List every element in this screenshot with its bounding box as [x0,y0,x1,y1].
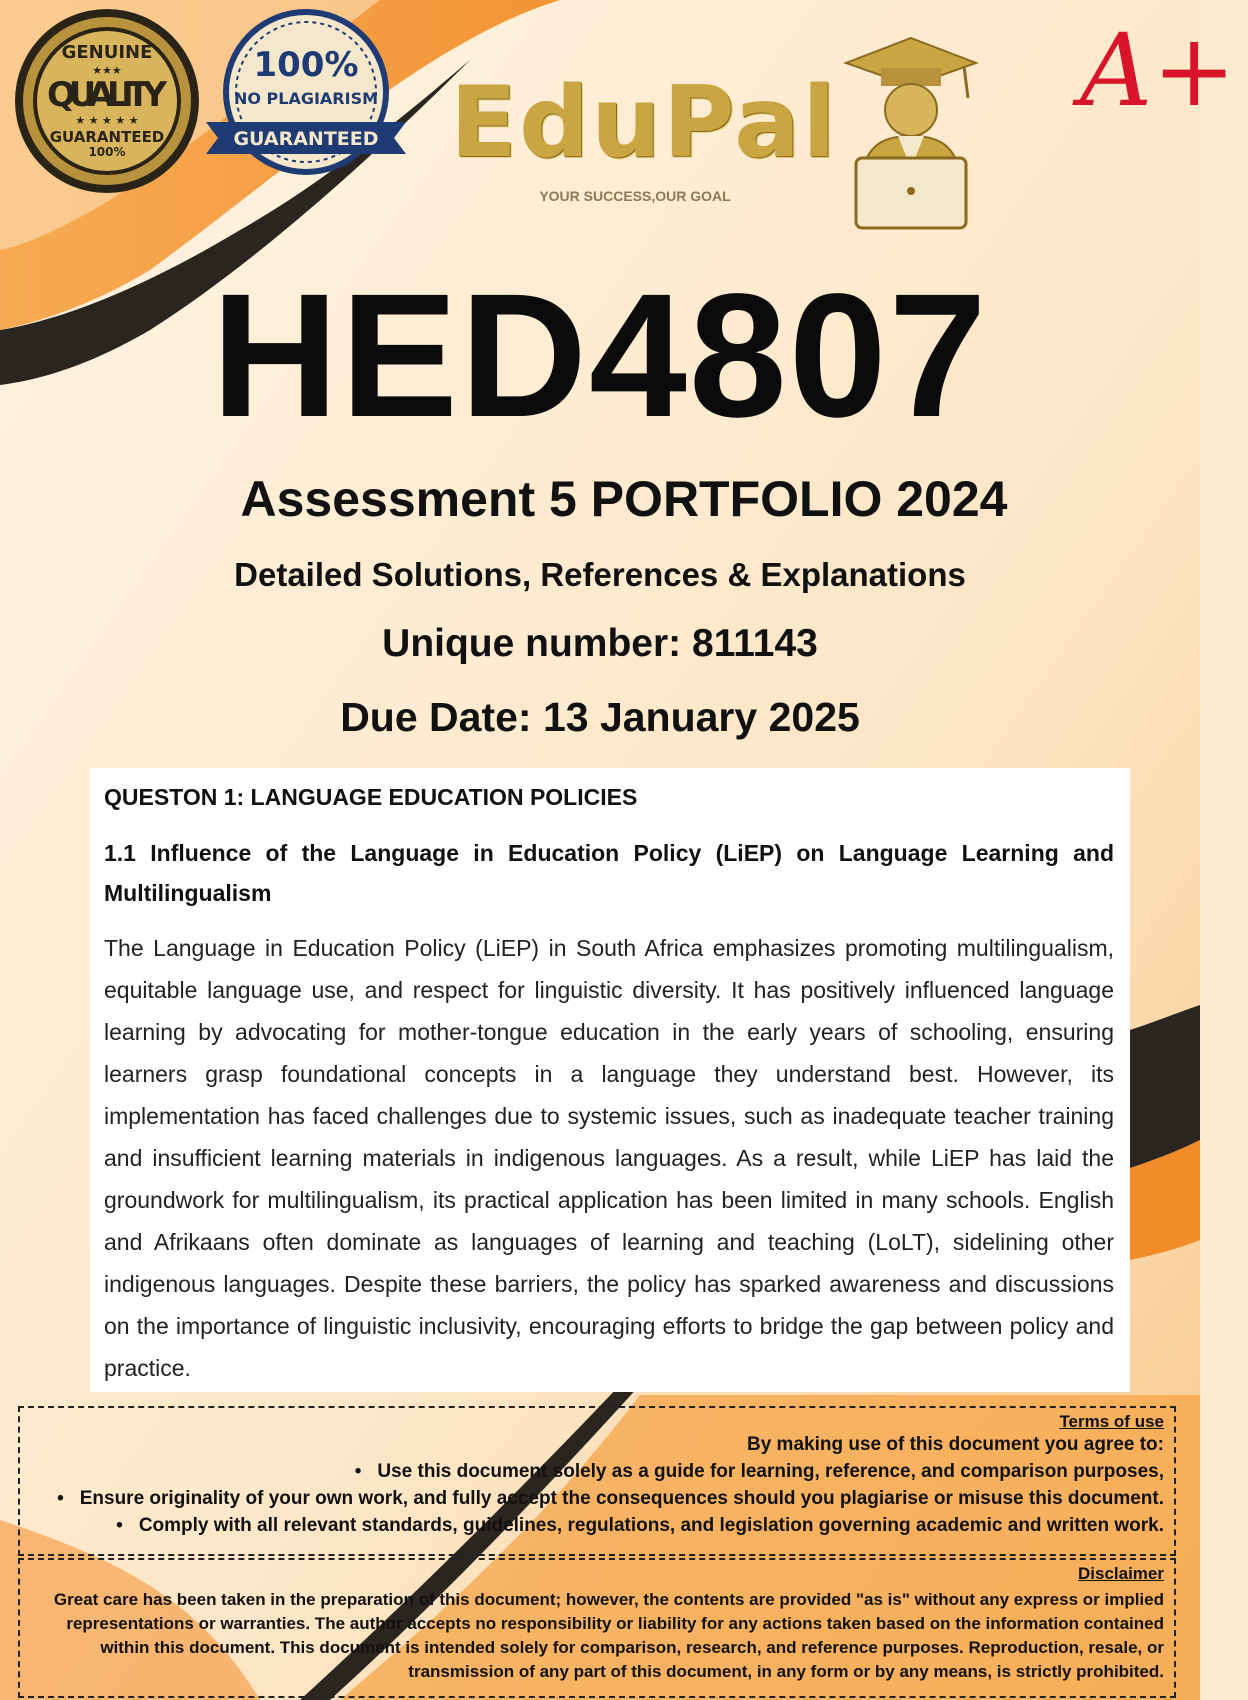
document-subtitle: Detailed Solutions, References & Explanations [234,556,966,593]
quality-seal-line2: QUALITY [47,75,167,115]
quality-seal-stars: ★★★ [92,64,122,77]
terms-item-text: Use this document solely as a guide for learning, reference, and comparison purposes, [377,1461,1164,1482]
bullet-icon: • [57,1488,64,1509]
sub-heading: 1.1 Influence of the Language in Education Policy (LiEP) on Language Learning and Multilingualism [104,840,1114,906]
unique-number-value: 811143 [692,622,818,665]
unique-number-label: Unique number: [382,622,682,665]
body-paragraph: The Language in Education Policy (LiEP) in South Africa emphasizes promoting multilingualism, equitable language use, and respect for linguistic diversity. It has positively influenced language learning by advocating for mother-tongue education in the early years of schooling, ensuring learners grasp foundational concepts in a language they understand best. However, its implementation has faced challenges due to systemic issues, such as inadequate teacher training and insufficient learning materials in indigenous languages. As a result, while LiEP has laid the groundwork for multilingualism, its practical application has been limited in many schools. English and Afrikaans often dominate as languages of learning and teaching (LoLT), sidelining other indigenous languages. Despite these barriers, the policy has sparked awareness and discussions on the importance of linguistic inclusivity, encouraging efforts to bridge the gap between policy and practice. [104,935,1114,1381]
terms-of-use-box [18,1406,1176,1556]
brand-name: EduPal [450,66,838,180]
terms-item [20,1485,1164,1512]
terms-item-text: Comply with all relevant standards, guidelines, regulations, and legislation governing academic and written work. [138,1515,1164,1536]
unique-number [0,622,1200,666]
disclaimer-box [18,1558,1176,1698]
disclaimer-text: Great care has been taken in the preparation of this document; however, the contents are provided "as is" without any express or implied representations or warranties. The author accepts no responsibility or liability for any actions taken based on the information contained within this document. This document is intended solely for comparison, research, and reference purposes. Reproduction, resale, or transmission of any part of this document, in any form or by any means, is strictly prohibited. [53,1590,1164,1681]
content-card [90,768,1130,1392]
bullet-icon: • [354,1461,362,1482]
brand-tagline: YOUR SUCCESS,OUR GOAL [539,188,731,204]
bullet-icon: • [116,1515,123,1536]
terms-item [20,1458,1164,1485]
no-plagiarism-line1: 100% [253,45,359,85]
no-plagiarism-line3: GUARANTEED [233,128,379,150]
terms-intro: By making use of this document you agree to: [746,1434,1164,1455]
due-date: Due Date: 13 January 2025 [340,694,860,740]
quality-seal-icon [12,6,202,196]
course-code: HED4807 [211,258,989,454]
quality-seal-line4: 100% [88,145,126,159]
terms-item [20,1512,1164,1539]
quality-seal-stars2: ★ ★ ★ ★ ★ [75,114,139,127]
graduate-laptop-icon [836,28,986,238]
assessment-title: Assessment 5 PORTFOLIO 2024 [240,471,1008,527]
disclaimer-title: Disclaimer [1078,1564,1164,1583]
a-plus-grade-mark [1030,0,1237,150]
question-heading: QUESTON 1: LANGUAGE EDUCATION POLICIES [104,784,638,810]
a-plus-text: A+ [1080,12,1237,129]
terms-list [20,1458,1174,1539]
quality-seal-line3: GUARANTEED [49,128,165,146]
brand-logo [450,66,838,204]
terms-item-text: Ensure originality of your own work, and fully accept the consequences should you plagiarise or misuse this document. [79,1488,1164,1509]
quality-seal-line1: GENUINE [61,42,153,63]
terms-title: Terms of use [1059,1412,1164,1431]
no-plagiarism-line2: NO PLAGIARISM [233,89,379,108]
no-plagiarism-seal-icon [196,10,416,180]
